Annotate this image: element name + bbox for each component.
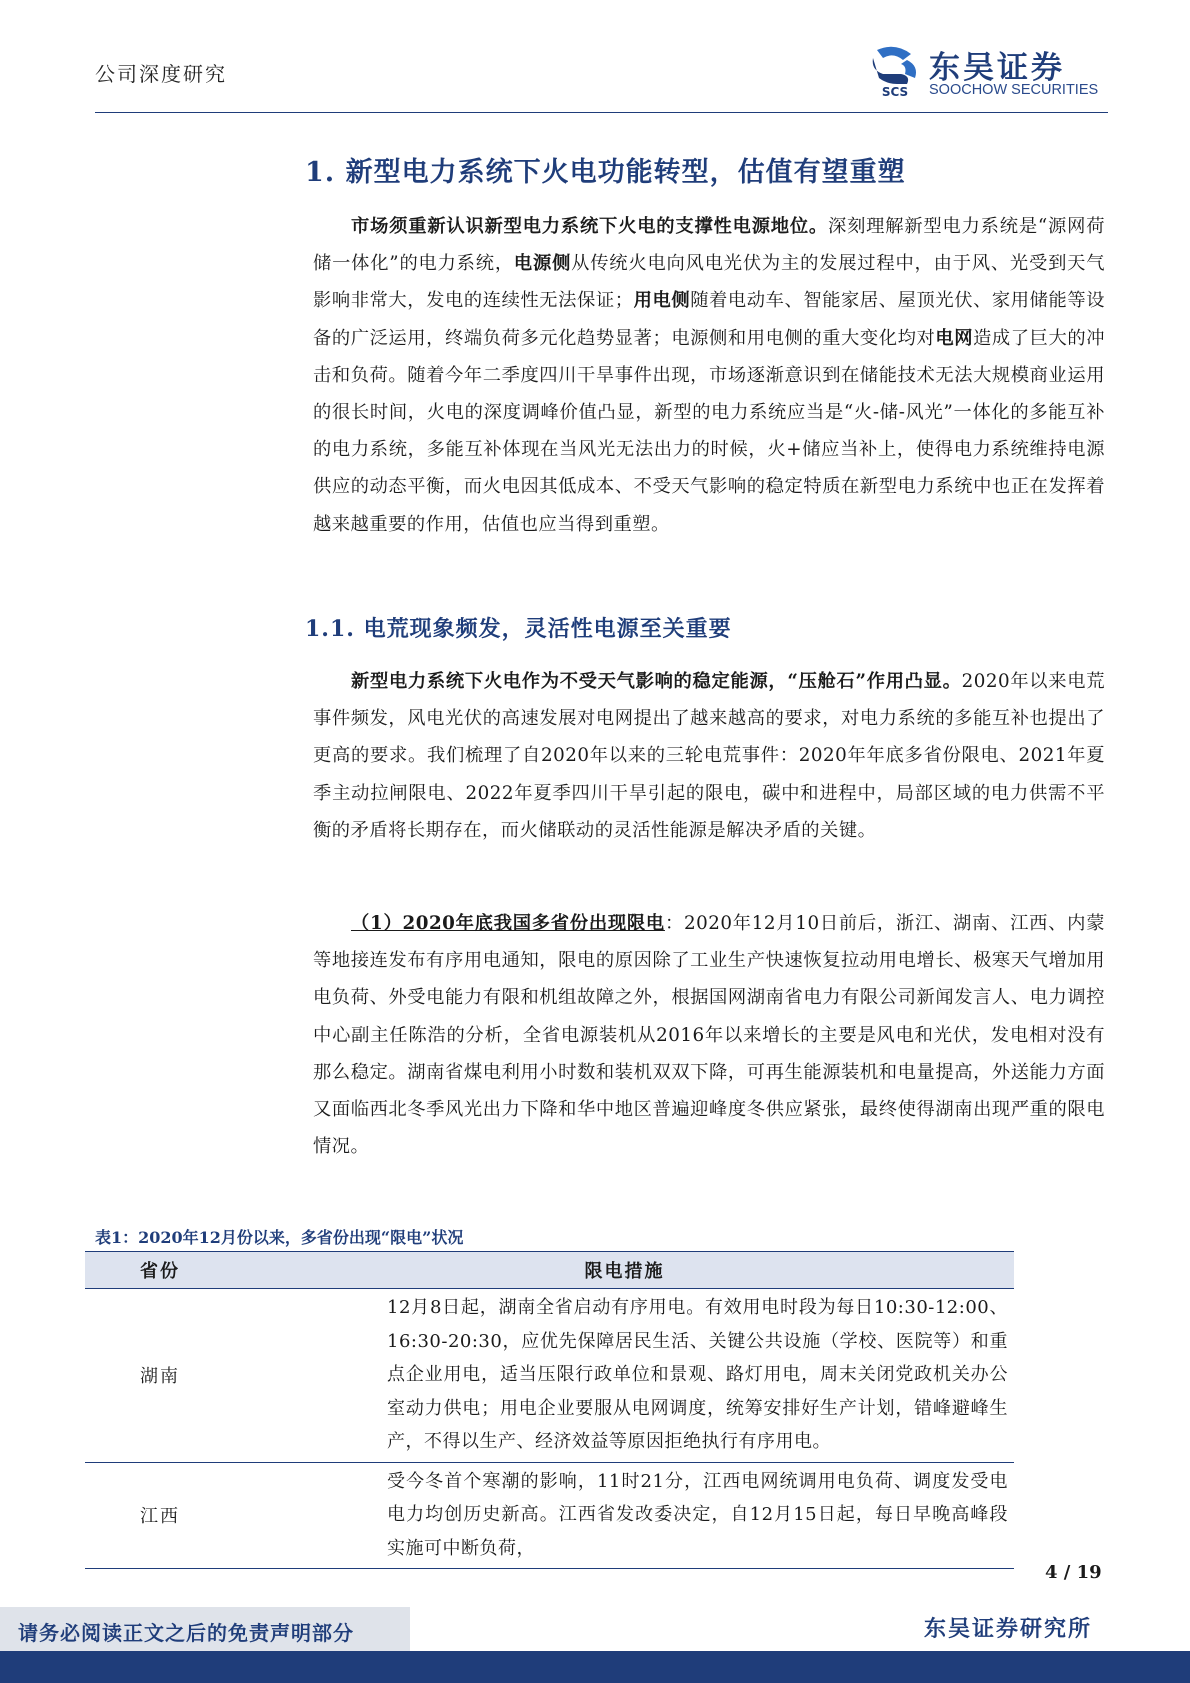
power-restriction-table — [85, 1251, 1014, 1569]
disclaimer-text: 请务必阅读正文之后的免责声明部分 — [18, 1621, 354, 1645]
measure-cell: 12月8日起，湖南全省启动有序用电。有效用电时段为每日10:30-12:00、16:30-20:30，应优先保障居民生活、关键公共设施（学校、医院等）和重点企业用电，适当压限行政单位和景观、路灯用电，周末关闭党政机关办公室动力供电；用电企业要服从电网调度，统筹安排好生产计划，错峰避峰生产，不得以生产、经济效益等原因拒绝执行有序用电。 — [235, 1289, 1014, 1463]
para-text: 2020年以来电荒事件频发，风电光伏的高速发展对电网提出了越来越高的要求，对电力系统的多能互补也提出了更高的要求。我们梳理了自2020年以来的三轮电荒事件：2020年年底多省份限电、2021年夏季主动拉闸限电、2022年夏季四川干旱引起的限电，碳中和进程中，局部区域的电力供需不平衡的矛盾将长期存在，而火储联动的灵活性能源是解决矛盾的关键。 — [313, 671, 1106, 841]
keyword-grid: 电网 — [935, 327, 974, 349]
section-title: 1. 新型电力系统下火电功能转型，估值有望重塑 — [305, 157, 906, 188]
para-text: 深刻理解新型电力系统是“源网荷储一体化”的电力系统， — [313, 216, 1105, 275]
para-text: 从传统火电向风电光伏为主的发展过程中，由于风、光受到天气影响非常大，发电的连续性无法保证； — [313, 253, 1106, 312]
table-caption: 表1：2020年12月份以来，多省份出现“限电”状况 — [95, 1228, 464, 1247]
lead-sentence: 新型电力系统下火电作为不受天气影响的稳定能源，“压舱石”作用凸显。 — [351, 671, 962, 692]
scs-logo-icon — [867, 44, 923, 98]
keyword-supply-side: 电源侧 — [513, 253, 572, 275]
logo-english-name: SOOCHOW SECURITIES — [929, 82, 1099, 98]
subsection-paragraph-1 — [313, 663, 1105, 849]
page-number: 4 / 19 — [1045, 1562, 1102, 1583]
company-logo — [867, 42, 1107, 102]
disclaimer-box — [0, 1607, 410, 1653]
table-row — [85, 1289, 1014, 1463]
event-heading: （1）2020年底我国多省份出现限电 — [351, 913, 665, 934]
header-divider — [95, 112, 1108, 113]
keyword-demand-side: 用电侧 — [633, 290, 691, 312]
subsection-title: 1.1. 电荒现象频发，灵活性电源至关重要 — [305, 616, 732, 642]
province-cell: 江西 — [85, 1462, 235, 1569]
para-text: 随着电动车、智能家居、屋顶光伏、家用储能等设备的广泛运用，终端负荷多元化趋势显著；电源侧和用电侧的重大变化均对 — [313, 290, 1106, 349]
footer-organization: 东吴证券研究所 — [924, 1616, 1093, 1642]
column-header-measure: 限电措施 — [235, 1252, 1014, 1289]
subsection-paragraph-2 — [313, 905, 1105, 1165]
lead-sentence: 市场须重新认识新型电力系统下火电的支撑性电源地位。 — [351, 216, 829, 237]
section1-paragraph — [313, 208, 1105, 543]
logo-abbr: SCS — [881, 85, 909, 98]
para-text: ：2020年12月10日前后，浙江、湖南、江西、内蒙等地接连发布有序用电通知，限电的原因除了工业生产快速恢复拉动用电增长、极寒天气增加用电负荷、外受电能力有限和机组故障之外，根据国网湖南省电力有限公司新闻发言人、电力调控中心副主任陈浩的分析，全省电源装机从2016年以来增长的主要是风电和光伏，发电相对没有那么稳定。湖南省煤电利用小时数和装机双双下降，可再生能源装机和电量提高，外送能力方面又面临西北冬季风光出力下降和华中地区普遍迎峰度冬供应紧张，最终使得湖南出现严重的限电情况。 — [313, 913, 1105, 1158]
province-cell: 湖南 — [85, 1289, 235, 1463]
column-header-province: 省份 — [85, 1252, 235, 1289]
footer-bar — [0, 1651, 1190, 1683]
para-text: 造成了巨大的冲击和负荷。随着今年二季度四川干旱事件出现，市场逐渐意识到在储能技术无法大规模商业运用的很长时间，火电的深度调峰价值凸显，新型的电力系统应当是“火-储-风光”一体化的多能互补的电力系统，多能互补体现在当风光无法出力的时候，火+储应当补上，使得电力系统维持电源供应的动态平衡，而火电因其低成本、不受天气影响的稳定特质在新型电力系统中也正在发挥着越来越重要的作用，估值也应当得到重塑。 — [313, 327, 1106, 535]
table-header-row — [85, 1252, 1014, 1289]
measure-cell: 受今冬首个寒潮的影响，11时21分，江西电网统调用电负荷、调度发受电电力均创历史新高。江西省发改委决定，自12月15日起，每日早晚高峰段实施可中断负荷， — [235, 1462, 1014, 1569]
doc-type-label: 公司深度研究 — [95, 62, 227, 86]
logo-chinese-name: 东吴证券 — [929, 50, 1065, 86]
table-row — [85, 1462, 1014, 1569]
